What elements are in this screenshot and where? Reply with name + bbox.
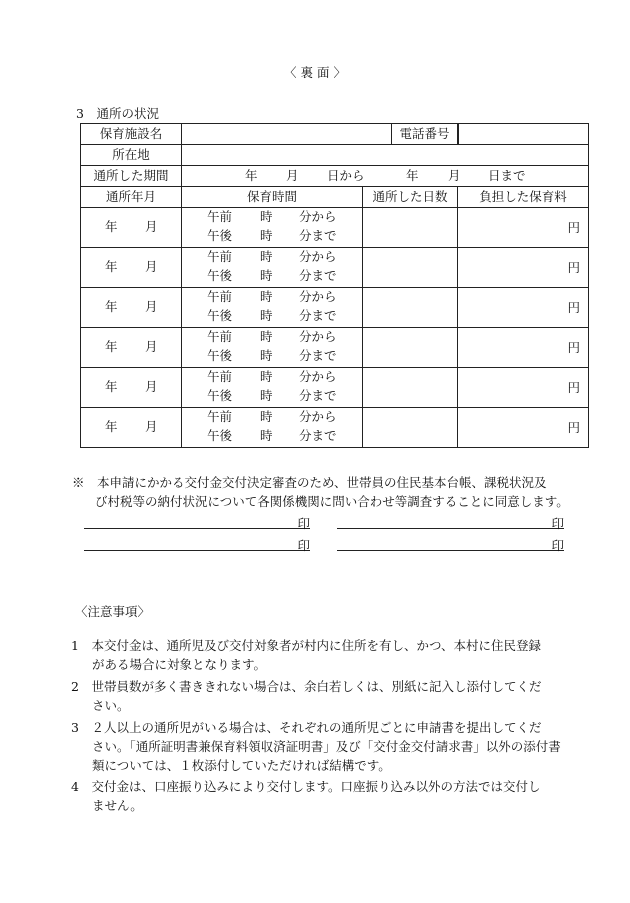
until-label: 分まで bbox=[299, 348, 337, 363]
period-start-year: 年 bbox=[245, 168, 258, 183]
facility-row bbox=[81, 124, 589, 145]
caution-line: 2 世帯員数が多く書ききれない場合は、余白若しくは、別紙に記入し添付してくだ bbox=[71, 679, 542, 694]
period-row bbox=[81, 166, 589, 187]
signature-line-1[interactable] bbox=[84, 514, 310, 529]
hour-label: 時 bbox=[260, 348, 273, 363]
caution-line: 4 交付金は、口座振り込みにより交付します。口座振り込み以外の方法では交付し bbox=[71, 779, 541, 794]
caution-line: 類については、１枚添付していただければ結構です。 bbox=[92, 758, 391, 773]
yen-label: 円 bbox=[567, 339, 580, 355]
until-label: 分まで bbox=[299, 268, 337, 283]
hours-cell[interactable] bbox=[182, 368, 363, 408]
table-row bbox=[81, 208, 589, 248]
am-label: 午前 bbox=[207, 209, 233, 224]
hour-label: 時 bbox=[260, 329, 273, 344]
table-row bbox=[81, 368, 589, 408]
month-label: 月 bbox=[145, 379, 158, 394]
days-cell[interactable] bbox=[363, 208, 458, 248]
until-label: 分まで bbox=[299, 228, 337, 243]
hours-cell[interactable] bbox=[182, 288, 363, 328]
signature-line-2[interactable] bbox=[337, 514, 564, 529]
seal-mark: 印 bbox=[551, 538, 564, 553]
caution-line: 1 本交付金は、通所児及び交付対象者が村内に住所を有し、かつ、本村に住民登録 bbox=[71, 638, 541, 653]
pm-label: 午後 bbox=[207, 428, 233, 443]
days-cell[interactable] bbox=[363, 328, 458, 368]
month-label: 月 bbox=[145, 299, 158, 314]
seal-mark: 印 bbox=[551, 516, 564, 531]
until-label: 分まで bbox=[299, 388, 337, 403]
phone-label: 電話番号 bbox=[399, 126, 450, 141]
fee-cell[interactable] bbox=[458, 288, 589, 328]
hour-label: 時 bbox=[260, 249, 273, 264]
until-label: 分まで bbox=[299, 308, 337, 323]
hour-label: 時 bbox=[260, 428, 273, 443]
from-label: 分から bbox=[299, 369, 337, 384]
period-label: 通所した期間 bbox=[81, 166, 182, 187]
period-end-year: 年 bbox=[406, 168, 419, 183]
am-label: 午前 bbox=[207, 249, 233, 264]
pm-label: 午後 bbox=[207, 228, 233, 243]
caution-line: ません。 bbox=[92, 798, 143, 813]
table-row bbox=[81, 288, 589, 328]
yen-label: 円 bbox=[567, 379, 580, 395]
table-row bbox=[81, 328, 589, 368]
from-label: 分から bbox=[299, 329, 337, 344]
year-label: 年 bbox=[105, 419, 118, 434]
col-header-fee: 負担した保育料 bbox=[458, 187, 589, 208]
hours-cell[interactable] bbox=[182, 408, 363, 448]
month-label: 月 bbox=[145, 339, 158, 354]
table-row bbox=[81, 248, 589, 288]
table-row bbox=[81, 408, 589, 448]
fee-cell[interactable] bbox=[458, 408, 589, 448]
from-label: 分から bbox=[299, 209, 337, 224]
year-label: 年 bbox=[105, 379, 118, 394]
hour-label: 時 bbox=[260, 209, 273, 224]
page-title: 〈 裏 面 〉 bbox=[284, 65, 346, 80]
col-header-days: 通所した日数 bbox=[363, 187, 458, 208]
address-field[interactable] bbox=[182, 145, 589, 166]
hour-label: 時 bbox=[260, 289, 273, 304]
month-cell[interactable] bbox=[81, 408, 182, 448]
from-label: 分から bbox=[299, 409, 337, 424]
period-end-day: 日まで bbox=[488, 168, 526, 183]
fee-cell[interactable] bbox=[458, 248, 589, 288]
hour-label: 時 bbox=[260, 308, 273, 323]
month-cell[interactable] bbox=[81, 328, 182, 368]
consent-line-2: び村税等の納付状況について各関係機関に問い合わせ等調査することに同意します。 bbox=[95, 494, 569, 509]
caution-line: 3 ２人以上の通所児がいる場合は、それぞれの通所児ごとに申請書を提出してくだ bbox=[71, 720, 542, 735]
month-cell[interactable] bbox=[81, 208, 182, 248]
yen-label: 円 bbox=[567, 259, 580, 275]
fee-cell[interactable] bbox=[458, 208, 589, 248]
month-cell[interactable] bbox=[81, 368, 182, 408]
am-label: 午前 bbox=[207, 409, 233, 424]
pm-label: 午後 bbox=[207, 388, 233, 403]
facility-label: 保育施設名 bbox=[81, 124, 182, 145]
year-label: 年 bbox=[105, 339, 118, 354]
am-label: 午前 bbox=[207, 369, 233, 384]
days-cell[interactable] bbox=[363, 368, 458, 408]
signature-line-3[interactable] bbox=[84, 536, 310, 551]
pm-label: 午後 bbox=[207, 268, 233, 283]
period-end-month: 月 bbox=[448, 168, 461, 183]
hours-cell[interactable] bbox=[182, 328, 363, 368]
pm-label: 午後 bbox=[207, 308, 233, 323]
year-label: 年 bbox=[105, 299, 118, 314]
days-cell[interactable] bbox=[363, 248, 458, 288]
yen-label: 円 bbox=[567, 219, 580, 235]
attendance-table bbox=[80, 123, 589, 448]
column-header-row bbox=[81, 187, 589, 208]
hour-label: 時 bbox=[260, 228, 273, 243]
days-cell[interactable] bbox=[363, 408, 458, 448]
month-label: 月 bbox=[145, 219, 158, 234]
col-header-month: 通所年月 bbox=[81, 187, 182, 208]
month-cell[interactable] bbox=[81, 248, 182, 288]
facility-name-field[interactable] bbox=[182, 124, 458, 145]
year-label: 年 bbox=[105, 259, 118, 274]
caution-line: さい。「通所証明書兼保育料領収済証明書」及び「交付金交付請求書」以外の添付書 bbox=[92, 739, 561, 754]
consent-line-1: ※ 本申請にかかる交付金交付決定審査のため、世帯員の住民基本台帳、課税状況及 bbox=[72, 475, 547, 490]
seal-mark: 印 bbox=[297, 538, 310, 553]
period-field[interactable] bbox=[182, 166, 589, 187]
until-label: 分まで bbox=[299, 428, 337, 443]
hour-label: 時 bbox=[260, 388, 273, 403]
am-label: 午前 bbox=[207, 329, 233, 344]
month-label: 月 bbox=[145, 419, 158, 434]
month-label: 月 bbox=[145, 259, 158, 274]
days-cell[interactable] bbox=[363, 288, 458, 328]
address-label: 所在地 bbox=[81, 145, 182, 166]
section-title: 3 通所の状況 bbox=[76, 106, 159, 121]
period-start-day: 日から bbox=[327, 168, 365, 183]
pm-label: 午後 bbox=[207, 348, 233, 363]
fee-cell[interactable] bbox=[458, 328, 589, 368]
col-header-hours: 保育時間 bbox=[182, 187, 363, 208]
period-start-month: 月 bbox=[286, 168, 299, 183]
yen-label: 円 bbox=[567, 299, 580, 315]
cautions-heading: 〈注意事項〉 bbox=[75, 604, 151, 619]
hour-label: 時 bbox=[260, 409, 273, 424]
from-label: 分から bbox=[299, 249, 337, 264]
seal-mark: 印 bbox=[297, 516, 310, 531]
from-label: 分から bbox=[299, 289, 337, 304]
am-label: 午前 bbox=[207, 289, 233, 304]
caution-line: さい。 bbox=[92, 698, 130, 713]
hour-label: 時 bbox=[260, 268, 273, 283]
address-row bbox=[81, 145, 589, 166]
hours-cell[interactable] bbox=[182, 208, 363, 248]
phone-field[interactable] bbox=[458, 124, 589, 145]
year-label: 年 bbox=[105, 219, 118, 234]
yen-label: 円 bbox=[567, 419, 580, 435]
signature-line-4[interactable] bbox=[337, 536, 564, 551]
caution-line: がある場合に対象となります。 bbox=[92, 657, 267, 672]
hours-cell[interactable] bbox=[182, 248, 363, 288]
month-cell[interactable] bbox=[81, 288, 182, 328]
fee-cell[interactable] bbox=[458, 368, 589, 408]
hour-label: 時 bbox=[260, 369, 273, 384]
